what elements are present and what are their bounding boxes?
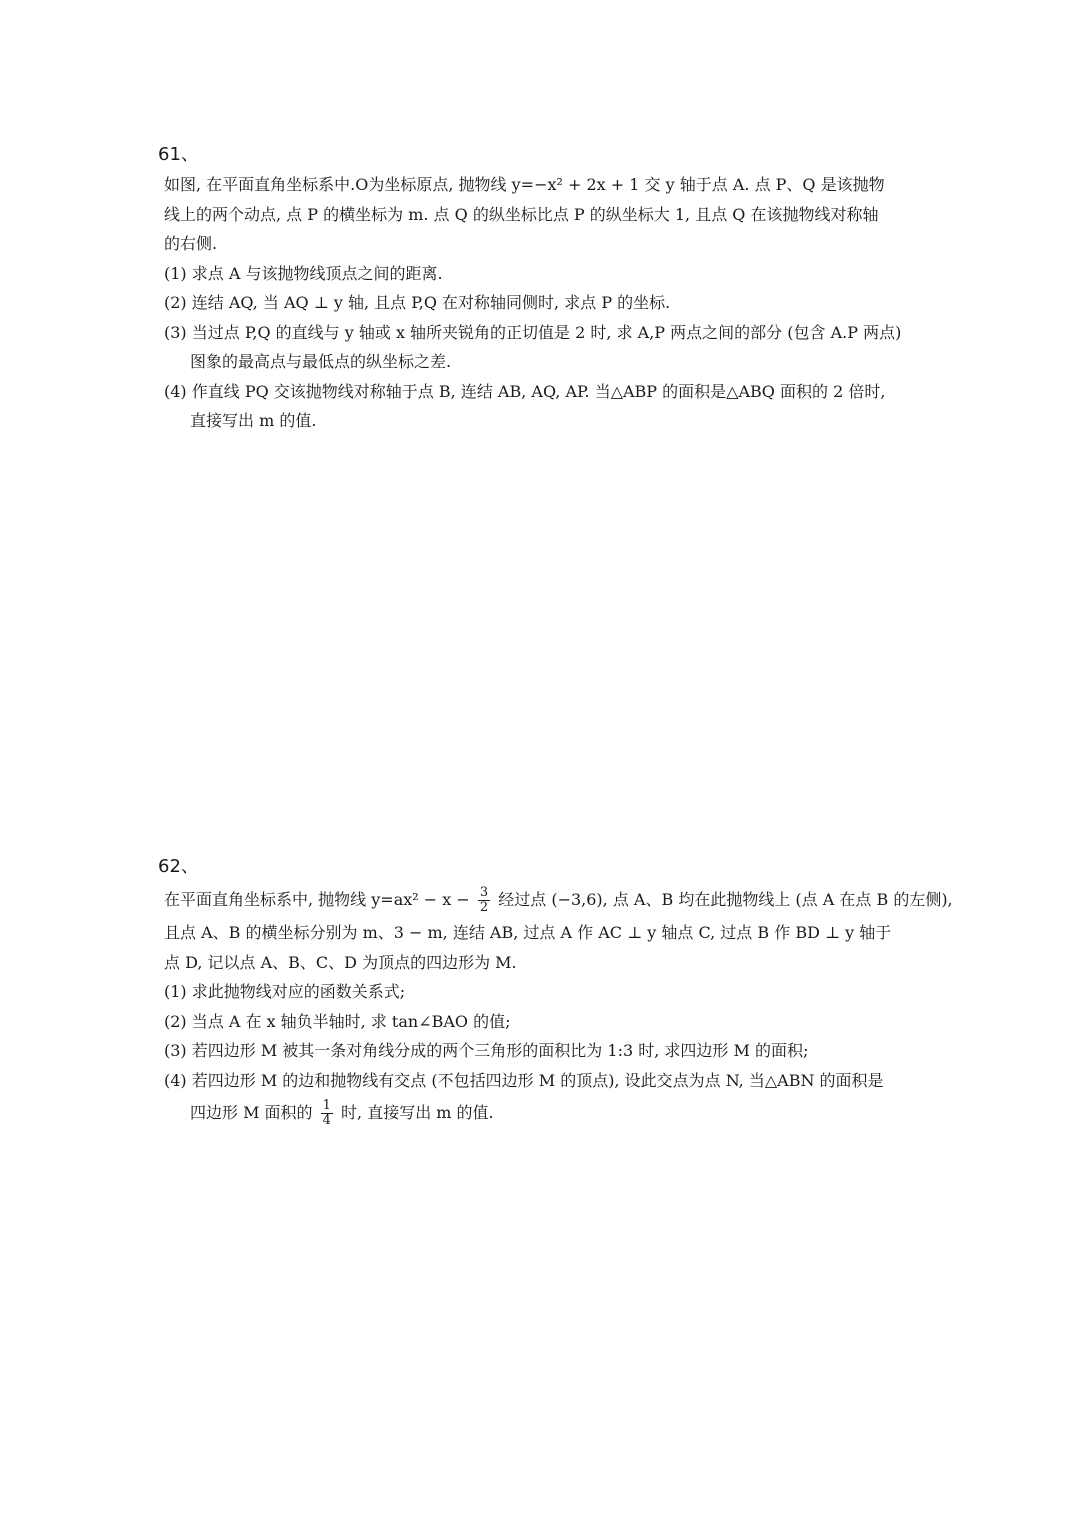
sub-question-3-cont: 图象的最高点与最低点的纵坐标之差. [190, 352, 452, 371]
fraction-denominator: 4 [322, 1113, 331, 1128]
problem-text-line: 点 D, 记以点 A、B、C、D 为顶点的四边形为 M. [164, 952, 517, 972]
problem-61 [158, 140, 988, 436]
problem-number: 61、 [158, 144, 199, 165]
fraction-one-quarter [321, 1099, 333, 1128]
fraction-numerator: 3 [479, 885, 489, 900]
text-segment: 经过点 (−3,6), 点 A、B 均在此抛物线上 (点 A 在点 B 的左侧), [498, 890, 953, 909]
text-segment: 在平面直角坐标系中, 抛物线 y=ax² − x − [164, 890, 470, 909]
problem-text-line: 的右侧. [164, 234, 218, 253]
sub-question-1: (1) 求此抛物线对应的函数关系式; [164, 982, 406, 1001]
text-segment: 时, 直接写出 m 的值. [341, 1103, 494, 1122]
problem-text-line: 且点 A、B 的横坐标分别为 m、3 − m, 连结 AB, 过点 A 作 AC ⊥ y 轴点 C, 过点 B 作 BD ⊥ y 轴于 [164, 923, 892, 942]
sub-question-2: (2) 连结 AQ, 当 AQ ⊥ y 轴, 且点 P,Q 在对称轴同侧时, 求点 P 的坐标. [164, 293, 671, 312]
sub-question-4-cont: 直接写出 m 的值. [190, 411, 317, 430]
sub-question-1: (1) 求点 A 与该抛物线顶点之间的距离. [164, 263, 443, 283]
problem-number: 62、 [158, 856, 199, 877]
text-segment: 四边形 M 面积的 [190, 1103, 313, 1122]
sub-question-3: (3) 若四边形 M 被其一条对角线分成的两个三角形的面积比为 1:3 时, 求四边形 M 的面积; [164, 1041, 809, 1060]
sub-question-4: (4) 若四边形 M 的边和抛物线有交点 (不包括四边形 M 的顶点), 设此交点为点 N, 当△ABN 的面积是 [164, 1070, 884, 1090]
sub-question-3: (3) 当过点 P,Q 的直线与 y 轴或 x 轴所夹锐角的正切值是 2 时, 求 A,P 两点之间的部分 (包含 A.P 两点) [164, 322, 902, 342]
problem-text-line: 如图, 在平面直角坐标系中.O为坐标原点, 抛物线 y=−x² + 2x + 1 交 y 轴于点 A. 点 P、Q 是该抛物 [164, 175, 885, 194]
problem-62 [158, 852, 988, 1131]
problem-text-line [164, 882, 988, 918]
sub-question-4: (4) 作直线 PQ 交该抛物线对称轴于点 B, 连结 AB, AQ, AP. 当△ABP 的面积是△ABQ 面积的 2 倍时, [164, 381, 886, 401]
problem-text-line: 线上的两个动点, 点 P 的横坐标为 m. 点 Q 的纵坐标比点 P 的纵坐标大 1, 且点 Q 在该抛物线对称轴 [164, 204, 879, 224]
sub-question-2: (2) 当点 A 在 x 轴负半轴时, 求 tan∠BAO 的值; [164, 1011, 511, 1031]
sub-question-4-cont [190, 1095, 988, 1131]
fraction-denominator: 2 [479, 900, 489, 915]
fraction-numerator: 1 [322, 1098, 331, 1113]
fraction-three-halves [478, 886, 490, 915]
